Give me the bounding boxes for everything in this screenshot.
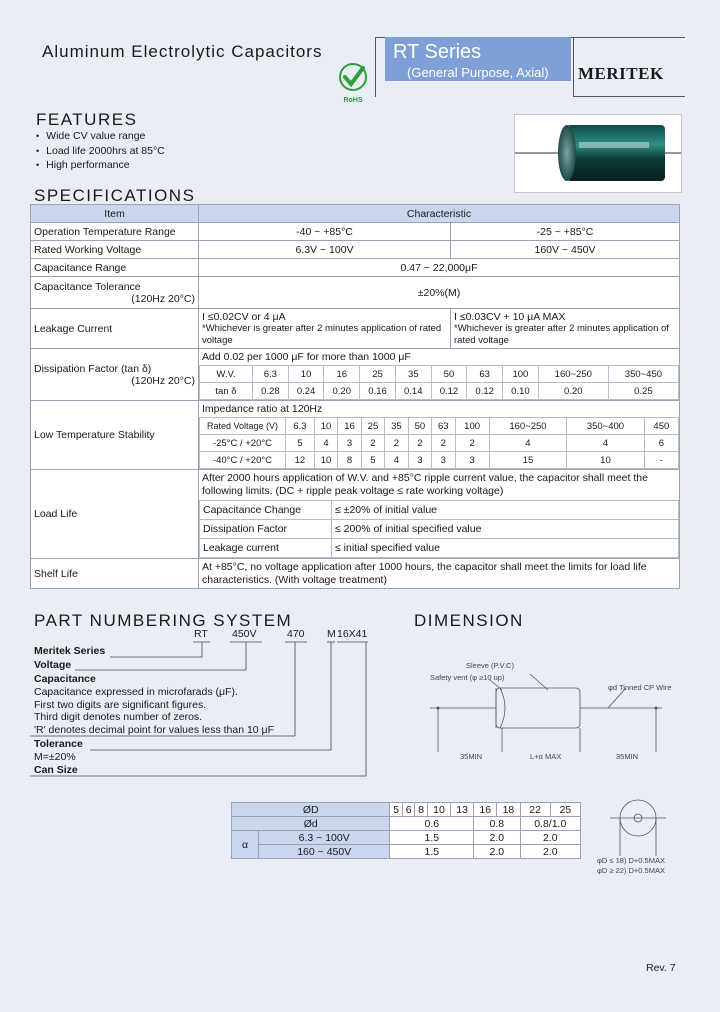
list-item: • Load life 2000hrs at 85°C [36,144,165,159]
table-cell: 4 [385,452,408,469]
dim-sleeve-label: Sleeve (P.V.C) [466,661,514,670]
table-cell: 2 [361,435,384,452]
table-cell: 350~400 [567,418,645,435]
table-cell: 16 [324,366,360,383]
part-numbering-heading: PART NUMBERING SYSTEM [34,611,293,630]
dim-left-length: 35MIN [460,752,483,761]
table-cell: 5 [286,435,315,452]
pn-code-tolerance: M [327,628,336,640]
shelf-life-label: Shelf Life [31,559,199,589]
table-cell: 10 [288,366,324,383]
table-cell: 3 [455,452,489,469]
table-cell: 0.24 [288,383,324,400]
dim-D-label: ØD [232,803,390,817]
col-item: Item [31,205,199,223]
table-cell: 13 [451,803,474,817]
dim-right-length: 35MIN [616,752,639,761]
dim-mid-length: L+α MAX [530,752,562,761]
load-life-value: ≤ ±20% of initial value [332,501,679,520]
brand-rule [573,96,685,97]
table-cell: 6.3 [286,418,315,435]
df-cell [31,349,199,401]
table-cell: 2.0 [520,845,581,859]
table-cell: 35 [395,366,431,383]
cap-range-label: Capacitance Range [31,259,199,277]
pn-capacitance-label: Capacitance [34,673,96,685]
pn-tolerance-label: Tolerance [34,738,83,750]
table-cell: 5 [361,452,384,469]
cap-tol-sub: (120Hz 20°C) [131,292,195,305]
table-cell: 0.28 [253,383,289,400]
table-cell: 1.5 [390,845,474,859]
pn-cap-lines [34,686,274,736]
series-subtitle: (General Purpose, Axial) [407,65,549,80]
table-cell: - [644,452,678,469]
table-cell: 25 [360,366,396,383]
table-cell: 50 [408,418,431,435]
rohs-label: RoHS [343,97,363,104]
rohs-icon [336,62,370,104]
table-cell: 1.5 [390,831,474,845]
table-cell: 100 [455,418,489,435]
load-life-table [199,500,679,558]
pn-series-label: Meritek Series [34,645,106,657]
rated-v-a: 6.3V ~ 100V [199,241,451,259]
rated-v-b: 160V ~ 450V [451,241,680,259]
table-cell: 8 [415,803,427,817]
brand-divider [573,37,574,97]
specifications-heading: SPECIFICATIONS [34,186,196,205]
end-note-2: φD ≥ 22) D+0.5MAX [597,866,665,875]
table-cell: 0.20 [538,383,608,400]
table-cell: 15 [489,452,567,469]
lts-r2-label: -40°C / +20°C [200,452,286,469]
revision: Rev. 7 [646,962,676,974]
table-cell: 0.12 [467,383,503,400]
dim-d-label: Ød [232,817,390,831]
end-view-notes [597,856,665,876]
list-item: • Wide CV value range [36,129,165,144]
cap-range-value: 0.47 ~ 22,000μF [199,259,680,277]
table-cell: 2 [408,435,431,452]
capacitor-photo [514,114,682,193]
table-cell: 10 [314,452,337,469]
table-cell: 8 [338,452,361,469]
lts-r1-label: -25°C / +20°C [200,435,286,452]
table-cell: 12 [286,452,315,469]
df-content [199,349,680,401]
table-cell: 160~250 [538,366,608,383]
table-cell: 0.16 [360,383,396,400]
table-cell: 3 [408,452,431,469]
table-cell: 10 [427,803,450,817]
pn-voltage-label: Voltage [34,659,72,671]
lts-label: Low Temperature Stability [31,401,199,470]
lts-table [199,417,679,469]
leakage-label: Leakage Current [31,309,199,349]
pn-size-label: Can Size [34,764,78,776]
pn-code-series: RT [194,628,208,640]
specifications-table [30,204,680,589]
op-temp-label: Operation Temperature Range [31,223,199,241]
dim-alpha-label: α [232,831,259,859]
table-cell: 0.8/1.0 [520,817,581,831]
table-cell: 10 [567,452,645,469]
pn-cap-line: 'R' denotes decimal point for values less than 10 μF [34,723,275,736]
leakage-a [199,309,451,349]
df-note: Add 0.02 per 1000 μF for more than 1000 μF [202,351,411,363]
table-cell: 0.25 [608,383,678,400]
table-cell: 63 [432,418,455,435]
table-cell: 6 [402,803,414,817]
table-cell: 2.0 [520,831,581,845]
lts-rv-label: Rated Voltage (V) [200,418,286,435]
table-cell: 4 [567,435,645,452]
load-life-value: ≤ 200% of initial specified value [332,520,679,539]
table-cell: 2 [432,435,455,452]
cap-tol-value: ±20%(M) [199,277,680,309]
table-cell: 0.10 [503,383,539,400]
table-cell: 16 [474,803,497,817]
pn-code-voltage: 450V [232,628,257,640]
table-cell: 0.12 [431,383,467,400]
header-divider [375,37,376,97]
table-cell: 100 [503,366,539,383]
table-cell: 25 [361,418,384,435]
brand-logo: MERITEK [578,64,664,83]
op-temp-a: -40 ~ +85°C [199,223,451,241]
table-cell: 0.20 [324,383,360,400]
cap-tol-label: Capacitance Tolerance [34,280,141,293]
pn-code-capacitance: 470 [287,628,305,640]
leakage-a2: *Whichever is greater after 2 minutes application of rated voltage [202,322,442,346]
table-cell: 35 [385,418,408,435]
op-temp-b: -25 ~ +85°C [451,223,680,241]
table-cell: 2 [455,435,489,452]
load-life-label: Load Life [31,470,199,559]
lts-content [199,401,680,470]
dimension-heading: DIMENSION [414,611,524,630]
dim-alpha-v2: 160 ~ 450V [259,845,390,859]
table-cell: 5 [390,803,402,817]
load-life-key: Capacitance Change [200,501,332,520]
table-cell: 6 [644,435,678,452]
cap-tol-cell [31,277,199,309]
table-cell: 0.14 [395,383,431,400]
pn-cap-line: Third digit denotes number of zeros. [34,711,203,723]
leakage-a1: I ≤0.02CV or 4 μA [202,310,286,323]
df-sub: (120Hz 20°C) [131,374,195,387]
shelf-life-text: At +85°C, no voltage application after 1000 hours, the capacitor shall meet the limits for load life characteristics. (With voltage treatment) [199,559,680,589]
table-cell: 25 [550,803,580,817]
table-cell: 6.3 [253,366,289,383]
load-life-text: After 2000 hours application of W.V. and +85°C ripple current value, the capacitor shall meet the following limits. (DC + ripple peak voltage ≤ rate working voltage) [202,472,648,497]
df-tan-label: tan δ [200,383,253,400]
pn-code-size: 16X41 [337,628,368,640]
pn-cap-line: Capacitance expressed in microfarads (μF). [34,686,238,698]
features-list [36,129,165,173]
table-cell: 4 [489,435,567,452]
list-item: • High performance [36,158,165,173]
table-cell: 2 [385,435,408,452]
end-note-1: φD ≤ 18) D+0.5MAX [597,856,665,865]
load-life-content [199,470,680,559]
end-view-drawing [598,796,682,860]
table-cell: 22 [520,803,550,817]
table-cell: 350~450 [608,366,678,383]
pn-tolerance-value: M=±20% [34,751,76,763]
df-label: Dissipation Factor (tan δ) [34,362,152,375]
lts-note: Impedance ratio at 120Hz [202,403,323,415]
load-life-key: Dissipation Factor [200,520,332,539]
table-cell: 3 [432,452,455,469]
table-cell: 2.0 [474,845,520,859]
table-cell: 160~250 [489,418,567,435]
table-cell: 0.8 [474,817,520,831]
table-cell: 18 [497,803,520,817]
leakage-b2: *Whichever is greater after 2 minutes application of rated voltage [454,322,669,346]
leakage-b [451,309,680,349]
df-wv-label: W.V. [200,366,253,383]
page-title: Aluminum Electrolytic Capacitors [42,42,323,61]
features-heading: FEATURES [36,110,138,129]
series-name: RT Series [393,41,482,63]
leakage-b1: I ≤0.03CV + 10 μA MAX [454,310,566,323]
dim-alpha-v1: 6.3 ~ 100V [259,831,390,845]
load-life-key: Leakage current [200,539,332,558]
load-life-value: ≤ initial specified value [332,539,679,558]
table-cell: 16 [338,418,361,435]
df-table [199,365,679,400]
table-cell: 4 [314,435,337,452]
rated-v-label: Rated Working Voltage [31,241,199,259]
table-cell: 50 [431,366,467,383]
dim-wire-label: φd Tinned CP Wire [608,683,672,692]
table-cell: 0.6 [390,817,474,831]
table-cell: 2.0 [474,831,520,845]
col-characteristic: Characteristic [199,205,680,223]
pn-cap-line: First two digits are significant figures. [34,698,207,711]
table-cell: 10 [314,418,337,435]
table-cell: 3 [338,435,361,452]
table-cell: 450 [644,418,678,435]
series-banner [385,37,571,81]
table-cell: 63 [467,366,503,383]
dimension-table [231,802,581,859]
dim-vent-label: Safety vent (φ ≥10 up) [430,673,505,682]
